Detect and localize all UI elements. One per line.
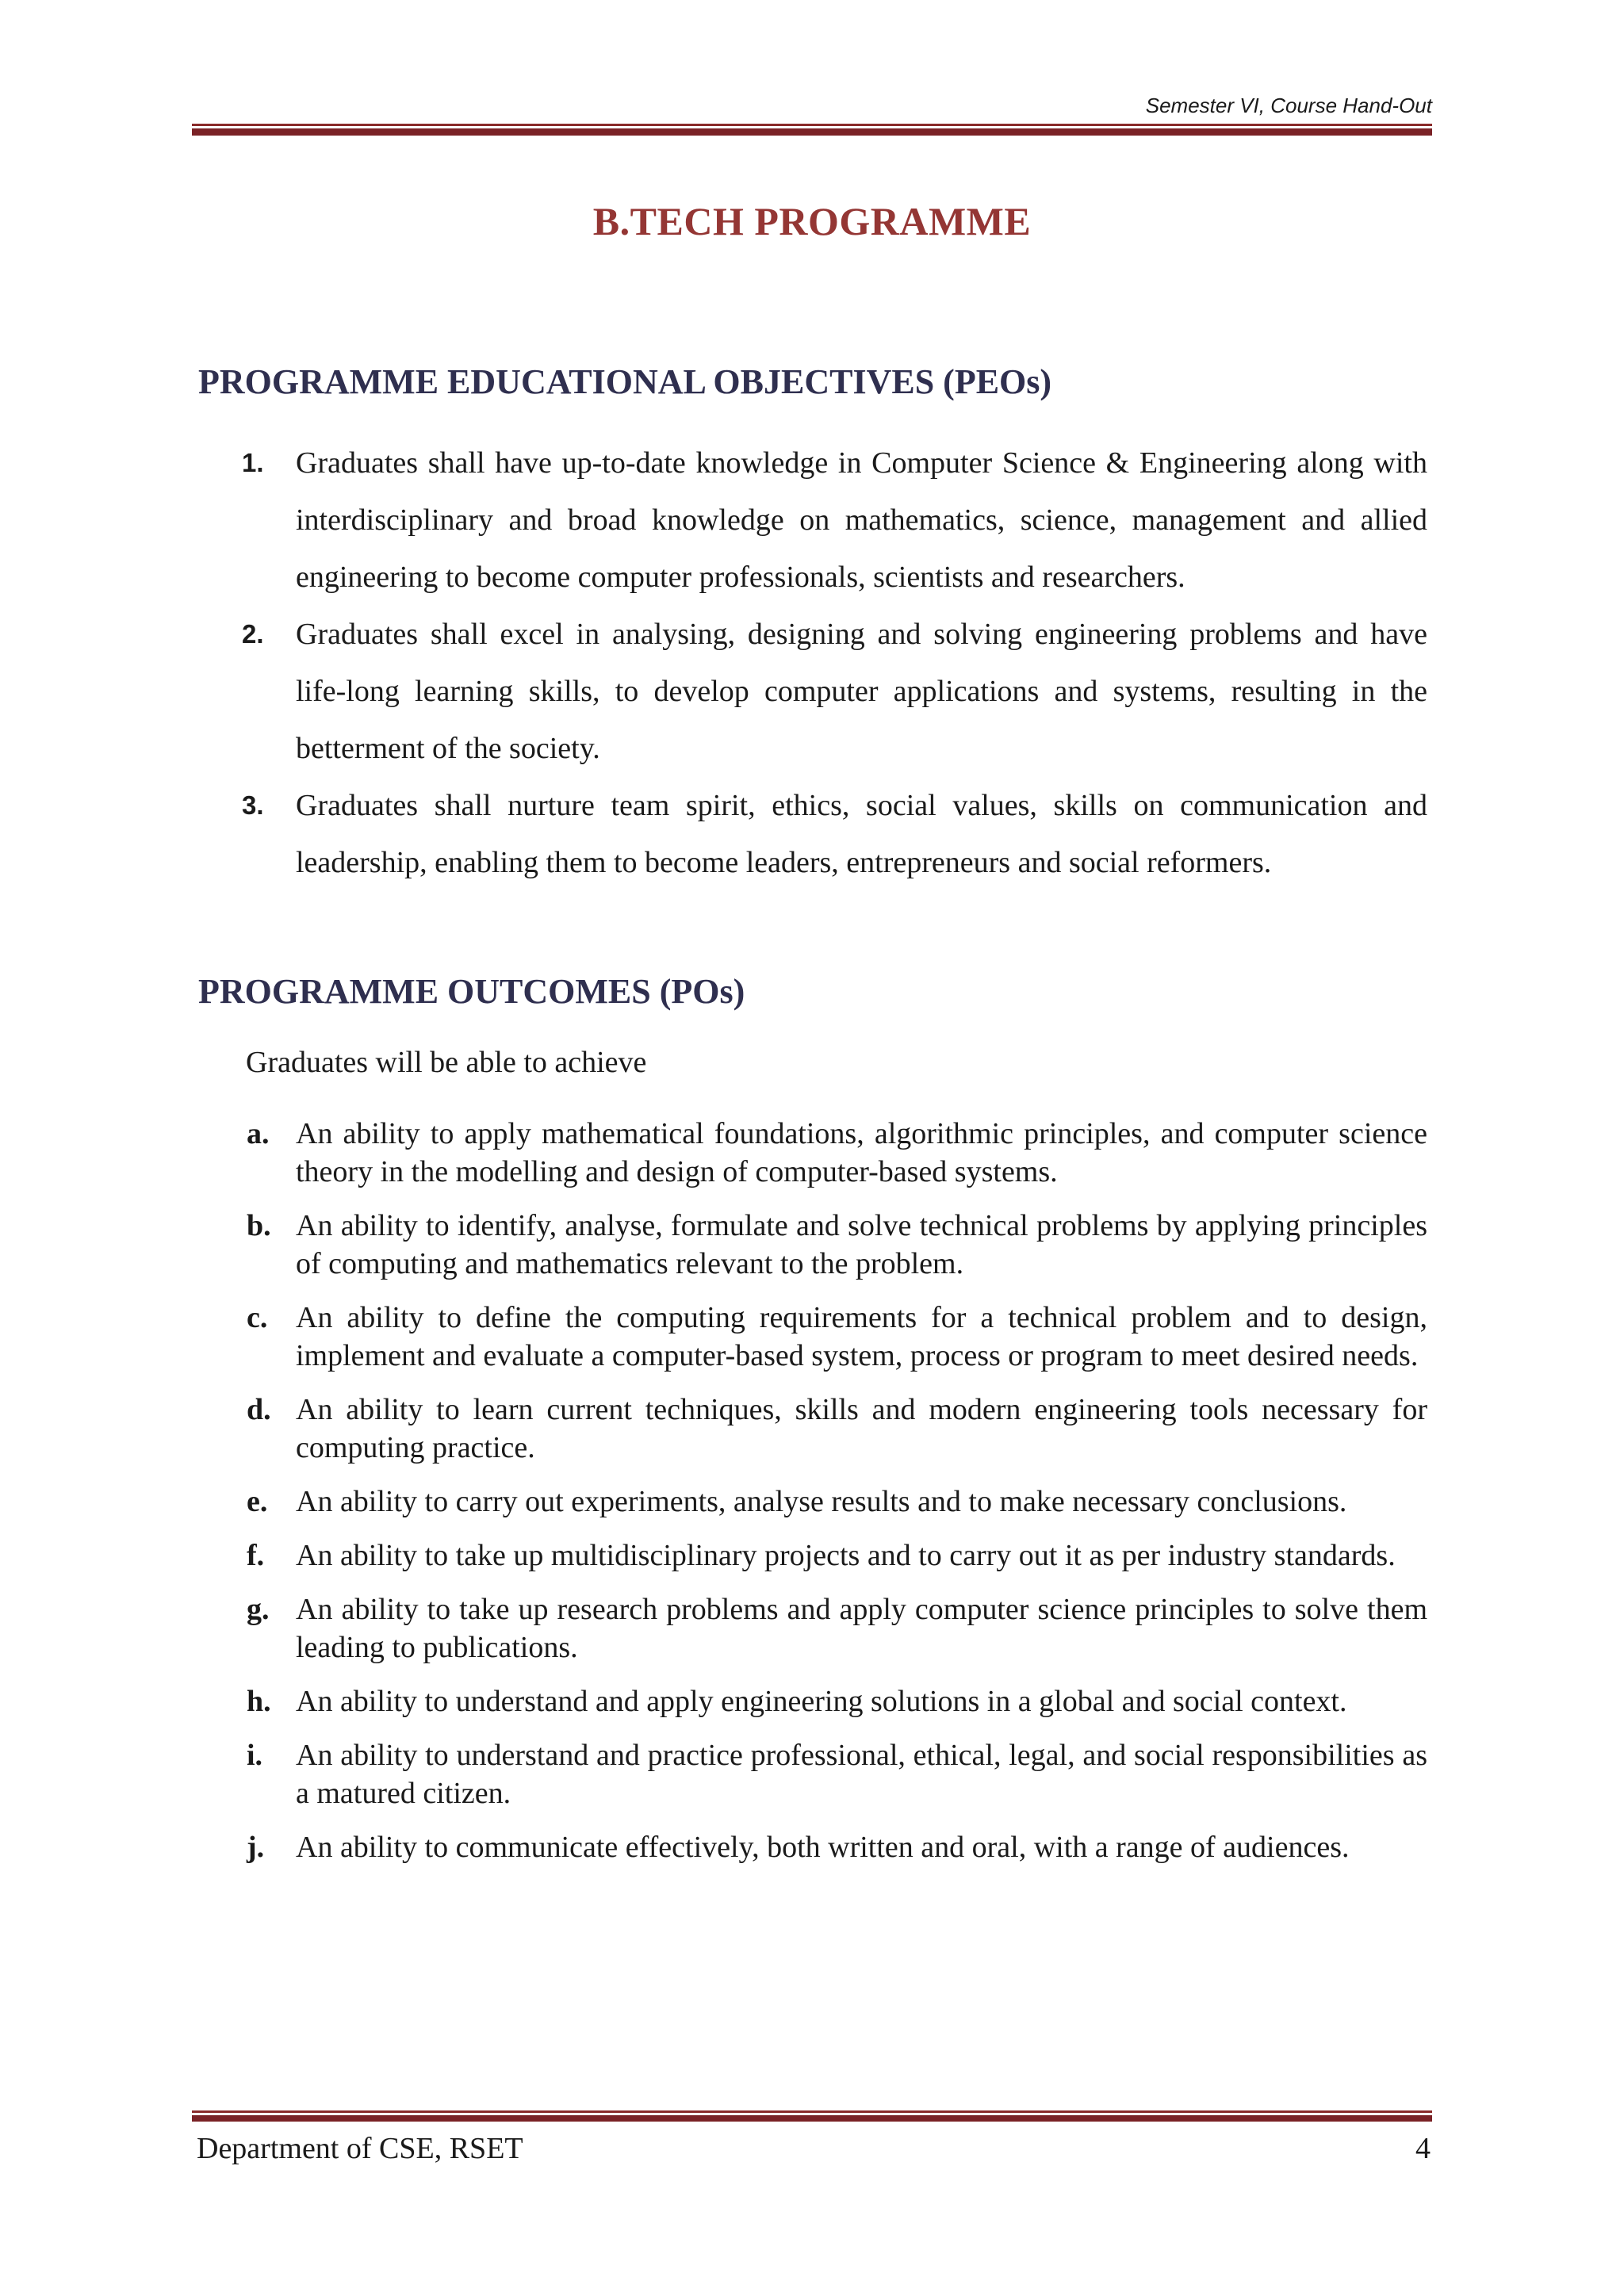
po-letter: a.: [247, 1117, 270, 1150]
po-text: An ability to apply mathematical foundations, algorithmic principles, and computer science theory in the modelling and design of computer-based systems.: [296, 1117, 1427, 1188]
peo-number: 3.: [242, 790, 264, 820]
po-text: An ability to identify, analyse, formulate and solve technical problems by applying principles of computing and mathematics relevant to the problem.: [296, 1209, 1427, 1280]
po-text: An ability to understand and apply engineering solutions in a global and social context.: [296, 1685, 1347, 1718]
header-rule: [192, 124, 1432, 136]
po-letter: i.: [247, 1739, 263, 1772]
po-heading: PROGRAMME OUTCOMES (POs): [198, 972, 745, 1011]
page-title: B.TECH PROGRAMME: [592, 199, 1032, 243]
po-item: [242, 1736, 1427, 1812]
peo-text: Graduates shall excel in analysing, designing and solving engineering problems and have life-long learning skills, to develop computer applications and systems, resulting in the betterment of the society.: [296, 618, 1427, 765]
po-text: An ability to carry out experiments, analyse results and to make necessary conclusions.: [296, 1485, 1347, 1518]
po-item: [242, 1590, 1427, 1667]
po-list: [242, 1115, 1427, 1882]
po-text: An ability to understand and practice professional, ethical, legal, and social responsibilities as a matured citizen.: [296, 1739, 1427, 1810]
peo-text: Graduates shall nurture team spirit, ethics, social values, skills on communication and leadership, enabling them to become leaders, entrepreneurs and social reformers.: [296, 789, 1427, 879]
po-item: [242, 1536, 1427, 1575]
po-letter: g.: [247, 1593, 270, 1626]
po-letter: d.: [247, 1393, 271, 1426]
peo-item: [242, 434, 1427, 606]
running-header: Semester VI, Course Hand-Out: [1145, 94, 1432, 117]
po-item: [242, 1299, 1427, 1375]
po-text: An ability to learn current techniques, skills and modern engineering tools necessary for computing practice.: [296, 1393, 1427, 1464]
peo-heading: PROGRAMME EDUCATIONAL OBJECTIVES (PEOs): [198, 362, 1052, 401]
page-number: 4: [1415, 2132, 1431, 2165]
footer-rule: [192, 2110, 1432, 2122]
footer-department: Department of CSE, RSET: [197, 2132, 523, 2165]
po-item: [242, 1391, 1427, 1467]
po-text: An ability to take up multidisciplinary projects and to carry out it as per industry standards.: [296, 1539, 1396, 1572]
po-item: [242, 1828, 1427, 1866]
po-item: [242, 1207, 1427, 1283]
po-intro: Graduates will be able to achieve: [246, 1046, 647, 1079]
po-letter: j.: [247, 1831, 265, 1864]
po-letter: h.: [247, 1685, 271, 1718]
peo-text: Graduates shall have up-to-date knowledge in Computer Science & Engineering along with interdisciplinary and broad knowledge on mathematics, science, management and allied engineering to become computer professionals, scientists and researchers.: [296, 446, 1427, 594]
po-item: [242, 1483, 1427, 1521]
po-item: [242, 1682, 1427, 1720]
peo-item: [242, 777, 1427, 891]
po-letter: e.: [247, 1485, 268, 1518]
po-text: An ability to communicate effectively, both written and oral, with a range of audiences.: [296, 1831, 1350, 1864]
po-text: An ability to take up research problems and apply computer science principles to solve them leading to publications.: [296, 1593, 1427, 1664]
peo-number: 1.: [242, 448, 264, 477]
peo-list: [242, 434, 1427, 891]
po-letter: b.: [247, 1209, 271, 1242]
peo-number: 2.: [242, 619, 264, 649]
peo-item: [242, 606, 1427, 777]
po-letter: f.: [247, 1539, 265, 1572]
po-item: [242, 1115, 1427, 1191]
po-letter: c.: [247, 1301, 268, 1334]
po-text: An ability to define the computing requirements for a technical problem and to design, implement and evaluate a computer-based system, process or program to meet desired needs.: [296, 1301, 1427, 1372]
